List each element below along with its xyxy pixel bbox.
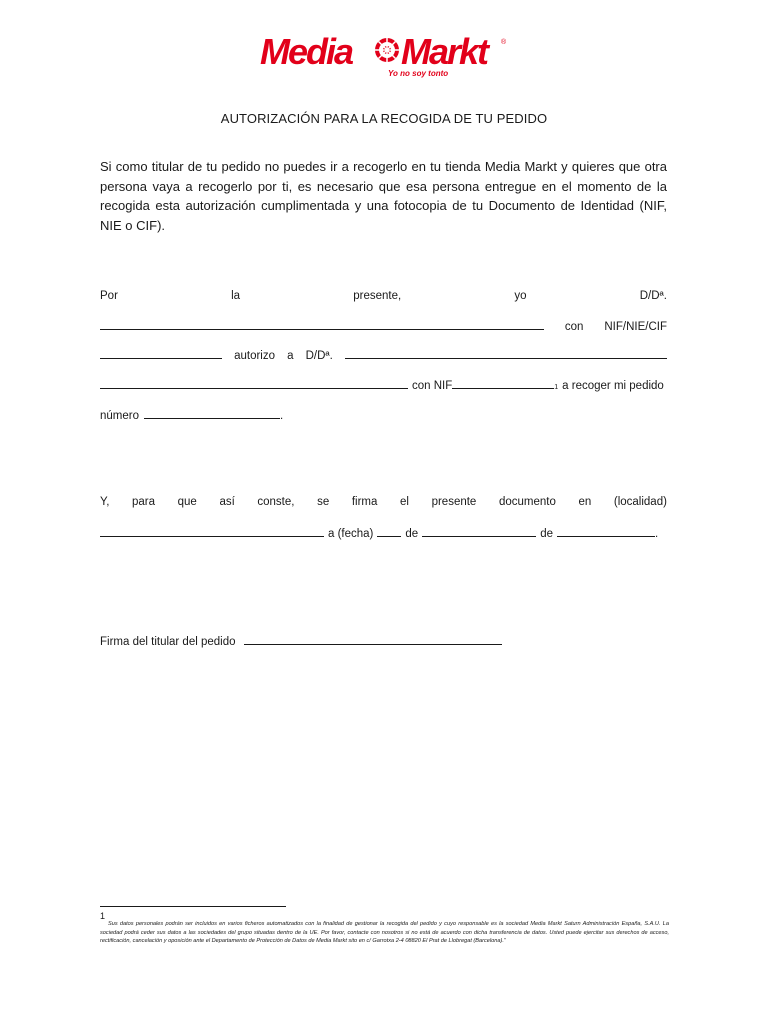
form-text: presente,: [353, 290, 402, 302]
form-line-7: [100, 526, 667, 540]
logo-word-markt: Markt: [401, 31, 488, 72]
form-text: el: [400, 496, 409, 508]
authorized-nif-blank-field[interactable]: [452, 378, 554, 389]
form-line-5: [100, 408, 667, 422]
day-blank-field[interactable]: [377, 526, 401, 537]
locality-blank-field[interactable]: [100, 526, 324, 537]
form-text: D/Dª.: [639, 290, 667, 302]
logo-tagline: Yo no soy tonto: [388, 69, 449, 78]
name-blank-field[interactable]: [100, 319, 544, 330]
form-text: NIF/NIE/CIF: [604, 321, 667, 333]
form-text: con: [564, 321, 584, 333]
form-text: yo: [514, 290, 527, 302]
form-text: Y,: [100, 496, 110, 508]
form-text: .: [654, 528, 659, 540]
form-text: a recoger mi pedido: [562, 380, 664, 392]
form-text: presente: [431, 496, 477, 508]
logo-word-media: Media: [260, 31, 353, 72]
footnote-text: Sus datos personales podrán ser incluidos en varios ficheros automatizados con la finalidad de gestionar la recogida del pedido y cuyo responsable es la sociedad Media Markt Saturn Administración España, S.A.U. La sociedad podrá ceder sus datos a las sociedades del grupo situadas dentro de la UE. Por favor, contacte con nosotros si no está de acuerdo con dicha transferencia de datos. Usted puede ejercitar sus derechos de acceso, rectificación, cancelación y oposición ante el Departamento de Protección de Datos de Media Markt sito en c/ Garrotxa 2-4 08820 El Prat de Llobregat (Barcelona).”: [100, 921, 669, 945]
form-text: a (fecha): [328, 528, 374, 540]
form-text: de: [540, 528, 553, 540]
form-text: a: [287, 350, 294, 362]
media-markt-logo: [258, 30, 508, 80]
signature-blank-field[interactable]: [244, 634, 502, 645]
form-text: la: [231, 290, 241, 302]
order-number-blank-field[interactable]: [144, 408, 280, 419]
footnote-divider: [100, 906, 286, 907]
form-text: que: [177, 496, 197, 508]
form-text: .: [280, 410, 284, 422]
form-text: para: [132, 496, 156, 508]
signature-line: [100, 634, 667, 648]
form-line-6: [100, 496, 667, 508]
year-blank-field[interactable]: [557, 526, 655, 537]
form-line-1: [100, 290, 667, 302]
authorized-person-blank-field[interactable]: [345, 348, 667, 359]
form-text: D/Dª.: [305, 350, 333, 362]
form-text: con NIF: [412, 380, 453, 392]
form-text: en: [578, 496, 592, 508]
form-text: conste,: [257, 496, 295, 508]
footnote-mark: 1: [100, 911, 106, 921]
authorized-person-name-blank-field[interactable]: [100, 378, 408, 389]
signature-label: Firma del titular del pedido: [100, 636, 236, 648]
document-title: AUTORIZACIÓN PARA LA RECOGIDA DE TU PEDIDO: [220, 111, 548, 126]
month-blank-field[interactable]: [422, 526, 536, 537]
intro-paragraph: Si como titular de tu pedido no puedes ir a recogerlo en tu tienda Media Markt y quieres que otra persona vaya a recogerlo por ti, es necesario que esa persona entregue en el momento de la recogida esta autorización cumplimentada y una fotocopia de tu Documento de Identidad (NIF, NIE o CIF).: [100, 159, 667, 233]
form-text: se: [317, 496, 330, 508]
id-number-blank-field[interactable]: [100, 348, 222, 359]
form-text: Por: [100, 290, 118, 302]
form-text: documento: [498, 496, 556, 508]
form-text: autorizo: [234, 350, 276, 362]
form-line-4: con NIF 1 a recoger mi pedido: [100, 378, 667, 392]
form-line-2: [100, 319, 667, 333]
form-text: (localidad): [613, 496, 667, 508]
form-text: así: [219, 496, 235, 508]
form-text: de: [405, 528, 419, 540]
form-line-3: [100, 348, 667, 362]
logo-spiral-icon: [375, 38, 399, 62]
form-text: número: [100, 410, 139, 422]
form-text: firma: [351, 496, 378, 508]
logo-registered-mark: ®: [501, 39, 507, 46]
